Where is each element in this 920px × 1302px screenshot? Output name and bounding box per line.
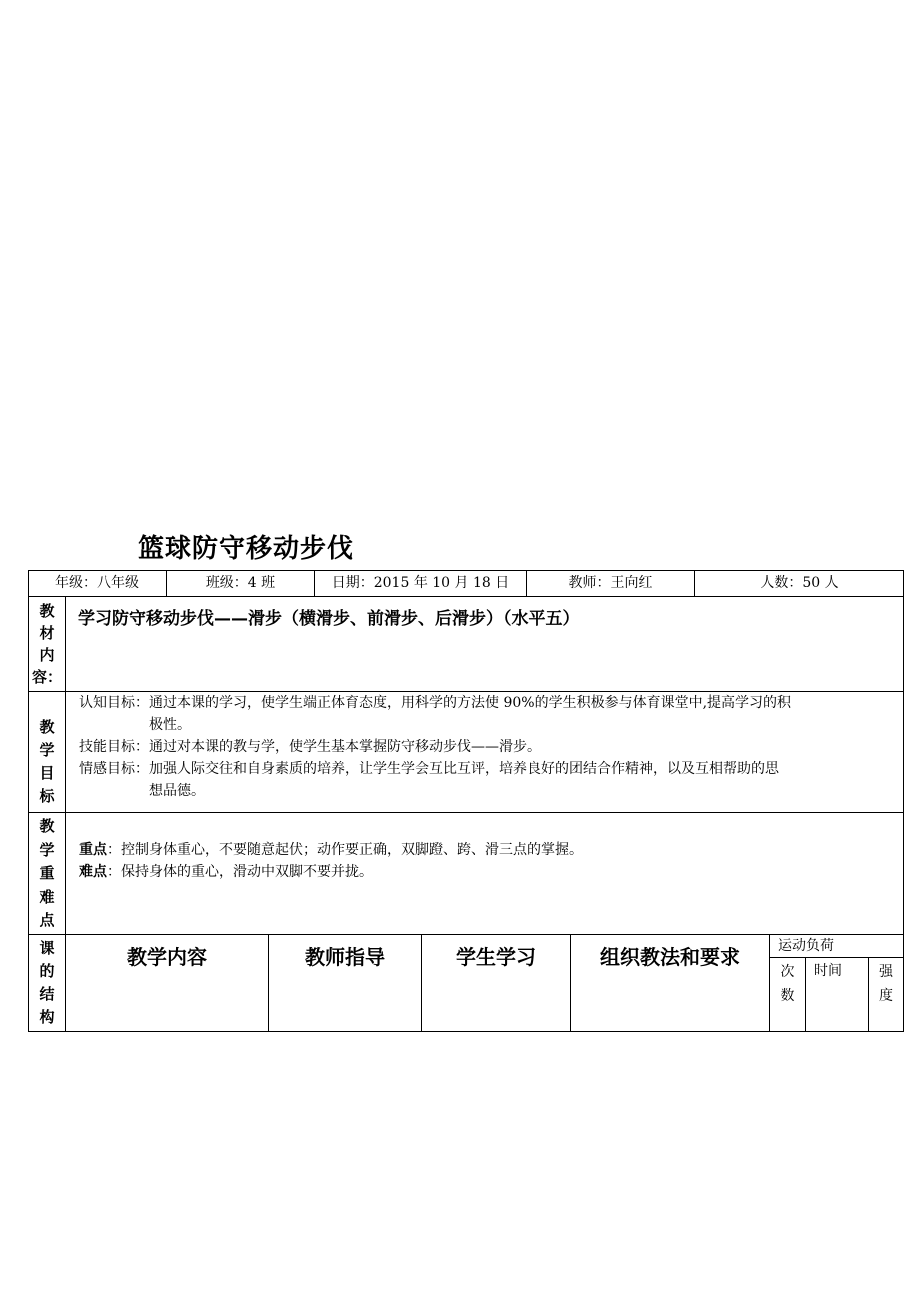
difficult-point-text: ：保持身体的重心，滑动中双脚不要并拢。 [107,864,373,880]
col-content-header: 教学内容 [127,945,207,969]
material-content: 学习防守移动步伐——滑步（横滑步、前滑步、后滑步）（水平五） [78,609,580,629]
goal-cognitive-line1: 认知目标：通过本课的学习，使学生端正体育态度，用科学的方法使 90%的学生积极参与体育课堂中,提高学习的积 [79,695,792,711]
col-teacher-header: 教师指导 [305,945,385,969]
structure-label: 课 的 结 构 [39,939,55,1026]
goals-label: 教 学 目 标 [39,718,55,805]
load-intensity: 强 度 [879,964,893,1004]
key-point-text: ：控制身体重心，不要随意起伏；动作要正确，双脚蹬、跨、滑三点的掌握。 [107,842,583,858]
goal-emotion-line2: 想品德。 [149,783,205,799]
keypoints-label: 教 学 重 难 点 [39,817,55,929]
key-point [79,839,583,861]
material-label: 教 材 内 容： [31,602,62,686]
difficult-point [79,861,373,883]
count-text: 人数：50 人 [760,575,839,591]
page-title: 篮球防守移动步伐 [138,534,355,564]
load-times: 次 数 [780,964,795,1004]
load-label: 运动负荷 [778,938,834,954]
col-student-header: 学生学习 [456,945,536,969]
load-time: 时间 [814,963,842,979]
goal-emotion-line1: 情感目标：加强人际交往和自身素质的培养，让学生学会互比互评，培养良好的团结合作精神，以及互相帮助的思 [79,761,779,777]
grade-text: 年级：八年级 [55,575,139,591]
goal-skill: 技能目标：通过对本课的教与学，使学生基本掌握防守移动步伐——滑步。 [79,739,541,755]
difficult-point-label: 难点 [79,864,107,880]
teacher-text: 教师：王向红 [568,575,653,591]
col-method-header: 组织教法和要求 [600,945,740,969]
class-text: 班级：4 班 [205,575,276,591]
goal-cognitive-line2: 极性。 [149,717,191,733]
key-point-label: 重点 [79,842,107,858]
date-text: 日期：2015 年 10 月 18 日 [331,575,510,591]
